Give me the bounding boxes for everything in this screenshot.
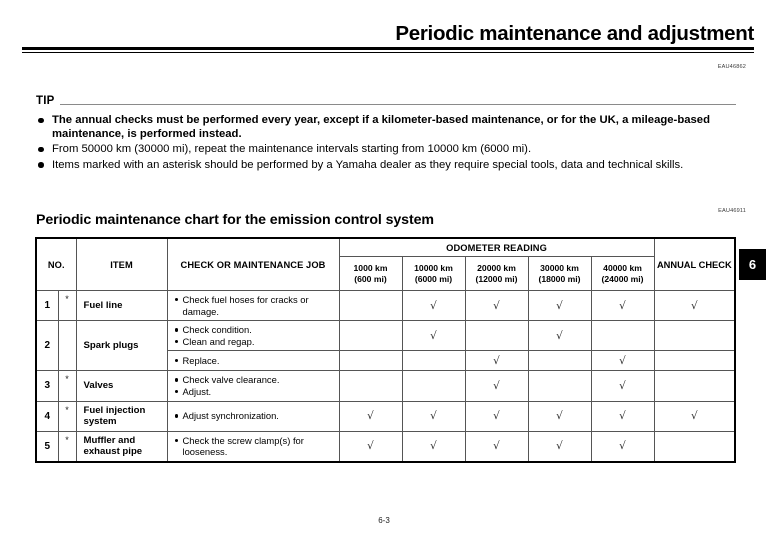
odo-km: 20000 km [477, 262, 516, 273]
header-eau-code: EAU46862 [717, 64, 746, 70]
check-30000km: √ [528, 431, 591, 462]
odo-mi: (24000 mi) [601, 273, 644, 284]
chart-eau-code: EAU46911 [718, 208, 746, 214]
check-annual [654, 431, 735, 462]
job-line [174, 336, 335, 348]
job-line [174, 386, 335, 398]
header-job: CHECK OR MAINTENANCE JOB [167, 238, 339, 291]
tip-block [36, 94, 736, 173]
job-bullet-icon [175, 340, 178, 343]
odo-km: 10000 km [414, 262, 453, 273]
check-1000km [339, 291, 402, 321]
row-no: 2 [36, 321, 58, 371]
check-20000km: √ [465, 401, 528, 431]
row-no: 1 [36, 291, 58, 321]
job-bullet-icon [175, 390, 178, 393]
header-odometer-group: ODOMETER READING [339, 238, 654, 257]
job-line [174, 374, 335, 386]
check-1000km: √ [339, 431, 402, 462]
header-odometer-20000km [465, 257, 528, 291]
check-10000km: √ [402, 401, 465, 431]
table-body [36, 291, 735, 462]
odo-mi: (12000 mi) [475, 273, 518, 284]
check-1000km [339, 351, 402, 371]
header-odometer-30000km [528, 257, 591, 291]
row-item: Fuel line [76, 291, 167, 321]
table-row [36, 401, 735, 431]
tip-list-item [36, 142, 736, 156]
table-row [36, 321, 735, 351]
table-header-row-1 [36, 238, 735, 257]
header-odometer-40000km [591, 257, 654, 291]
table-row [36, 431, 735, 462]
check-40000km: √ [591, 371, 654, 401]
row-item: Muffler and exhaust pipe [76, 431, 167, 462]
job-line [174, 355, 335, 367]
row-item: Valves [76, 371, 167, 401]
row-no: 3 [36, 371, 58, 401]
header-no: NO. [36, 238, 76, 291]
check-1000km [339, 371, 402, 401]
page-number: 6-3 [378, 516, 390, 525]
row-job [167, 351, 339, 371]
row-job [167, 321, 339, 351]
bullet-icon [38, 162, 44, 168]
tip-label: TIP [36, 95, 55, 107]
row-asterisk: * [58, 291, 76, 321]
job-text: Check valve clearance. [182, 374, 280, 386]
check-10000km: √ [402, 291, 465, 321]
check-1000km: √ [339, 401, 402, 431]
odo-mi: (18000 mi) [538, 273, 581, 284]
header-rule-thick [22, 47, 754, 50]
job-line [174, 410, 335, 422]
row-job [167, 431, 339, 462]
check-annual [654, 351, 735, 371]
job-bullet-icon [175, 378, 178, 381]
header-annual-check [654, 238, 735, 291]
job-text: Check fuel hoses for cracks or damage. [182, 294, 309, 317]
tip-list-item [36, 113, 736, 141]
header-annual-line1: ANNUAL CHECK [656, 259, 732, 270]
check-30000km [528, 371, 591, 401]
job-text: Check condition. [182, 324, 252, 336]
check-20000km [465, 321, 528, 351]
check-40000km: √ [591, 351, 654, 371]
job-bullet-icon [175, 298, 178, 301]
job-line [174, 294, 335, 317]
header-item: ITEM [76, 238, 167, 291]
check-40000km [591, 321, 654, 351]
check-20000km: √ [465, 351, 528, 371]
bullet-icon [38, 147, 44, 153]
row-item: Spark plugs [76, 321, 167, 371]
tip-list [36, 113, 736, 172]
row-asterisk: * [58, 401, 76, 431]
job-text: Replace. [182, 355, 220, 367]
odo-mi: (600 mi) [354, 273, 387, 284]
chapter-tab-6: 6 [739, 249, 766, 280]
tip-item-text: From 50000 km (30000 mi), repeat the maintenance intervals starting from 10000 km (6000 mi). [52, 143, 532, 156]
job-bullet-icon [175, 414, 178, 417]
header-rule-thin [22, 52, 754, 53]
check-annual [654, 321, 735, 351]
check-10000km [402, 351, 465, 371]
row-no: 5 [36, 431, 58, 462]
row-asterisk: * [58, 431, 76, 462]
row-job [167, 371, 339, 401]
page-title: Periodic maintenance and adjustment [395, 22, 754, 45]
check-annual [654, 371, 735, 401]
header-odometer-10000km [402, 257, 465, 291]
check-30000km: √ [528, 321, 591, 351]
check-annual: √ [654, 291, 735, 321]
check-20000km: √ [465, 291, 528, 321]
job-bullet-icon [175, 359, 178, 362]
job-bullet-icon [175, 328, 178, 331]
tip-rule [60, 104, 737, 105]
check-40000km: √ [591, 401, 654, 431]
row-job [167, 401, 339, 431]
job-line [174, 324, 335, 336]
row-asterisk: * [58, 371, 76, 401]
chart-title: Periodic maintenance chart for the emission control system [36, 212, 434, 228]
check-20000km: √ [465, 371, 528, 401]
tip-list-item [36, 158, 736, 172]
tip-item-text: Items marked with an asterisk should be performed by a Yamaha dealer as they require special tools, data and technical skills. [52, 158, 684, 171]
row-job [167, 291, 339, 321]
odo-km: 40000 km [603, 262, 642, 273]
check-30000km: √ [528, 291, 591, 321]
odo-mi: (6000 mi) [414, 273, 453, 284]
check-40000km: √ [591, 291, 654, 321]
row-no: 4 [36, 401, 58, 431]
table-head [36, 238, 735, 291]
job-text: Check the screw clamp(s) for looseness. [182, 434, 304, 458]
table-row [36, 291, 735, 321]
job-bullet-icon [175, 439, 178, 442]
row-asterisk [58, 321, 76, 371]
check-10000km: √ [402, 321, 465, 351]
check-30000km [528, 351, 591, 371]
maintenance-table [35, 237, 736, 463]
row-item: Fuel injection system [76, 401, 167, 431]
bullet-icon [38, 118, 44, 124]
header-odometer-1000km [339, 257, 402, 291]
check-10000km: √ [402, 431, 465, 462]
check-10000km [402, 371, 465, 401]
check-30000km: √ [528, 401, 591, 431]
odo-km: 30000 km [540, 262, 579, 273]
tip-label-row [36, 94, 736, 108]
odo-km: 1000 km [353, 262, 388, 273]
check-40000km: √ [591, 431, 654, 462]
check-annual: √ [654, 401, 735, 431]
tip-item-text: The annual checks must be performed every year, except if a kilometer-based maintenance, or for the UK, a mileage-based maintenance, is performed instead. [52, 114, 710, 141]
check-20000km: √ [465, 431, 528, 462]
check-1000km [339, 321, 402, 351]
job-line [174, 435, 335, 458]
job-text: Adjust synchronization. [182, 410, 279, 422]
table-row [36, 371, 735, 401]
job-text: Adjust. [182, 385, 212, 397]
job-text: Clean and regap. [182, 335, 255, 347]
